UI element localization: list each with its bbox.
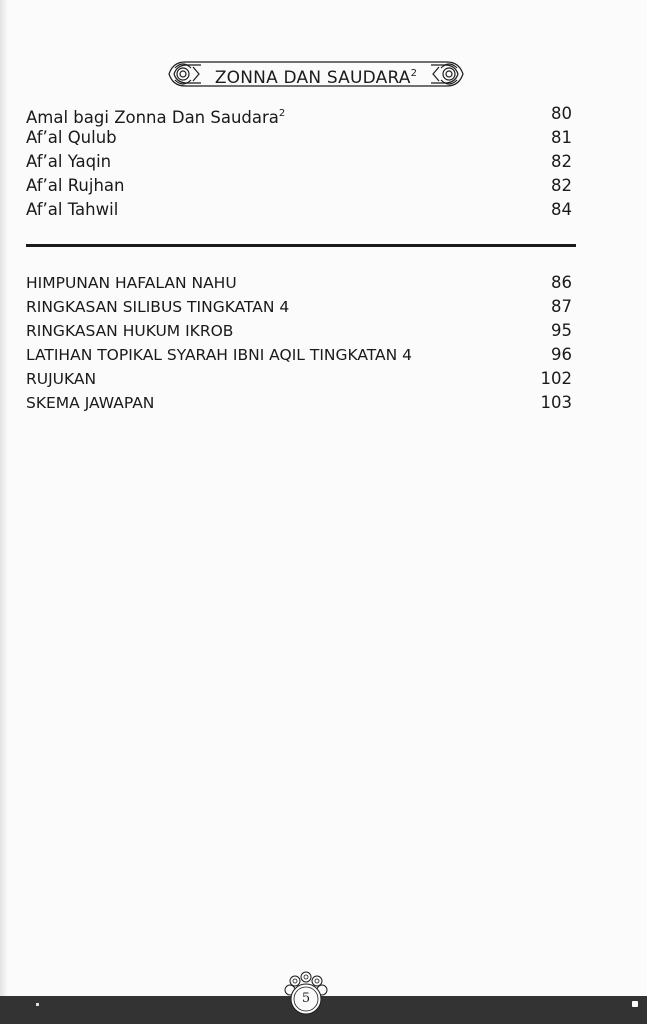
toc-entry-page: 103 xyxy=(540,393,572,412)
toc-entry[interactable] xyxy=(26,150,572,174)
toc-entry-label: Af’al Yaqin xyxy=(26,152,112,171)
toc-entry-label: SKEMA JAWAPAN xyxy=(26,394,155,412)
toc-entry-page: 84 xyxy=(551,200,572,219)
toc-entry[interactable] xyxy=(26,391,572,415)
page-number-badge xyxy=(281,970,331,1018)
toc-entry-page: 82 xyxy=(551,152,572,171)
toc-entry-label: RUJUKAN xyxy=(26,370,97,388)
header-title-superscript: 2 xyxy=(410,68,418,79)
toc-entry-superscript: 2 xyxy=(278,108,286,119)
toc-entry-page: 102 xyxy=(540,369,572,388)
page-number: 5 xyxy=(301,991,311,1006)
toc-entry[interactable] xyxy=(26,319,572,343)
toc-entry[interactable] xyxy=(26,343,572,367)
page-edge-shadow xyxy=(0,0,8,1024)
section-header xyxy=(165,56,467,92)
footer-mark-right xyxy=(632,1001,638,1007)
toc-entry-page: 80 xyxy=(551,104,572,123)
toc-section-1 xyxy=(26,102,572,222)
toc-entry-label: RINGKASAN HUKUM IKROB xyxy=(26,322,234,340)
footer-mark-left xyxy=(36,1003,39,1006)
toc-entry-label: Af’al Qulub xyxy=(26,128,117,147)
section-divider xyxy=(26,244,576,247)
toc-entry-page: 86 xyxy=(551,273,572,292)
header-title xyxy=(165,56,467,92)
toc-entry-label: RINGKASAN SILIBUS TINGKATAN 4 xyxy=(26,298,290,316)
toc-entry[interactable] xyxy=(26,367,572,391)
toc-entry-label: Af’al Tahwil xyxy=(26,200,119,219)
toc-entry[interactable] xyxy=(26,271,572,295)
toc-section-2 xyxy=(26,271,572,415)
header-title-text: ZONNA DAN SAUDARA xyxy=(214,68,411,88)
toc-entry-page: 82 xyxy=(551,176,572,195)
toc-entry[interactable] xyxy=(26,198,572,222)
toc-entry-page: 96 xyxy=(551,345,572,364)
toc-entry-label: LATIHAN TOPIKAL SYARAH IBNI AQIL TINGKATAN 4 xyxy=(26,346,413,364)
toc-entry-page: 95 xyxy=(551,321,572,340)
toc-entry-label-text: Amal bagi Zonna Dan Saudara xyxy=(26,108,279,127)
toc-entry-label: HIMPUNAN HAFALAN NAHU xyxy=(26,274,237,292)
toc-entry-page: 87 xyxy=(551,297,572,316)
toc-entry[interactable] xyxy=(26,295,572,319)
toc-entry-label: Af’al Rujhan xyxy=(26,176,125,195)
toc-entry[interactable] xyxy=(26,174,572,198)
toc-entry[interactable] xyxy=(26,126,572,150)
toc-entry-page: 81 xyxy=(551,128,572,147)
toc-entry[interactable] xyxy=(26,102,572,126)
